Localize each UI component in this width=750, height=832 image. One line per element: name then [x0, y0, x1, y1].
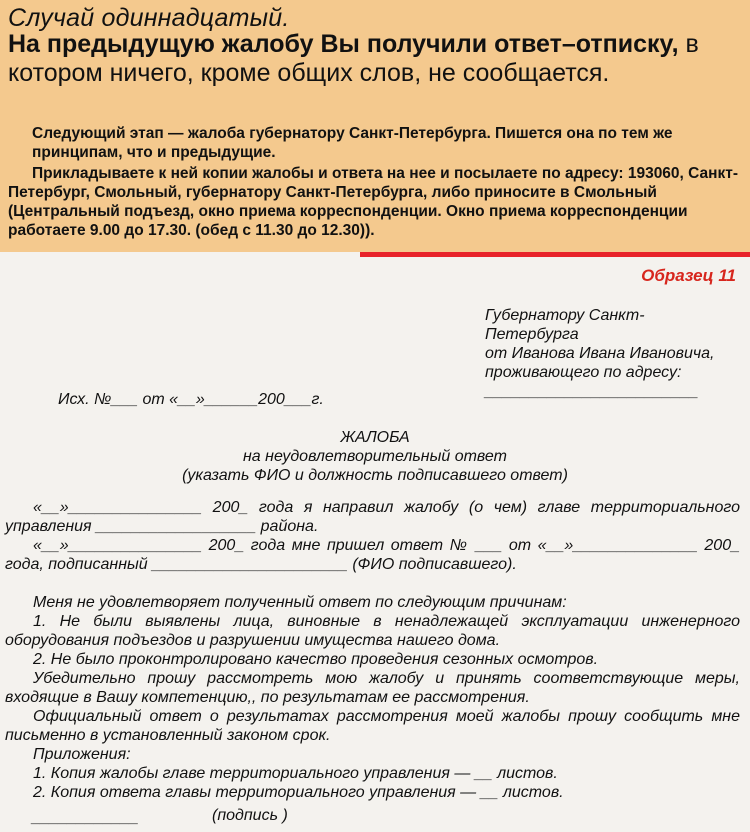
addressee-line-5: ________________________ — [485, 383, 699, 400]
intro-paragraph-1: Следующий этап — жалоба губернатору Санкт-Петербурга. Пишется она по тем же принципам, что и предыдущие. — [32, 125, 673, 161]
sample-label: Образец 11 — [641, 266, 736, 285]
attachment-2: 2. Копия ответа главы территориального управления — __ листов. — [33, 784, 564, 801]
headline — [8, 30, 743, 88]
attachment-1: 1. Копия жалобы главе территориального управления — __ листов. — [33, 765, 558, 782]
intro-paragraph-2: Прикладываете к ней копии жалобы и ответа на нее и посылаете по адресу: 193060, Санкт-Петербург, Смольный, губернатору Санкт-Петербурга, либо приносите в Смольный (Центральный подъезд, окно приема корреспонденции. Окно приема корреспонденции работаете 9.00 до 17.30. (обед с 11.30 до 12.30)). — [8, 165, 739, 239]
reasons-intro: Меня не удовлетворяет полученный ответ по следующим причинам: — [33, 594, 567, 611]
document-subtitle-1: на неудовлетворительный ответ — [243, 448, 507, 465]
addressee-line-3: от Иванова Ивана Ивановича, — [485, 345, 715, 362]
divider-line — [360, 252, 750, 257]
paragraph-complaint-sent: «__»_______________ 200_ года я направил жалобу (о чем) главе территориального управления __________________ района. — [5, 499, 740, 535]
reason-1: 1. Не были выявлены лица, виновные в ненадлежащей эксплуатации инженерного оборудования подъездов и разрушении имущества нашего дома. — [5, 613, 740, 649]
addressee-line-4: проживающего по адресу: — [485, 364, 682, 381]
reason-2: 2. Не было проконтролировано качество проведения сезонных осмотров. — [33, 651, 599, 668]
request-paragraph: Убедительно прошу рассмотреть мою жалобу и принять соответствующие меры, входящие в Вашу компетенцию,, по результатам ее рассмотрения. — [5, 670, 740, 706]
signature-line: ____________ — [32, 809, 139, 826]
addressee-line-2: Петербурга — [485, 326, 579, 343]
outgoing-number: Исх. №___ от «__»______200___г. — [58, 391, 324, 408]
headline-bold: На предыдущую жалобу Вы получили ответ–отписку, — [8, 30, 679, 58]
case-title: Случай одиннадцатый. — [8, 4, 290, 32]
official-answer-paragraph: Официальный ответ о результатах рассмотрения моей жалобы прошу сообщить мне письменно в установленный законом срок. — [5, 708, 740, 744]
addressee-block — [485, 306, 745, 401]
addressee-line-1: Губернатору Санкт- — [485, 307, 645, 324]
document-subtitle-2: (указать ФИО и должность подписавшего ответ) — [182, 467, 568, 484]
signature-label: (подпись ) — [212, 807, 288, 824]
headline-rest: в котором ничего, кроме общих слов, не сообщается. — [8, 30, 699, 87]
paragraph-answer-received: «__»_______________ 200_ года мне пришел ответ № ___ от «__»______________ 200_ года, подписанный ______________________ (ФИО подписавшего). — [5, 537, 740, 573]
attachments-title: Приложения: — [33, 746, 131, 763]
document-title: ЖАЛОБА — [340, 429, 410, 446]
